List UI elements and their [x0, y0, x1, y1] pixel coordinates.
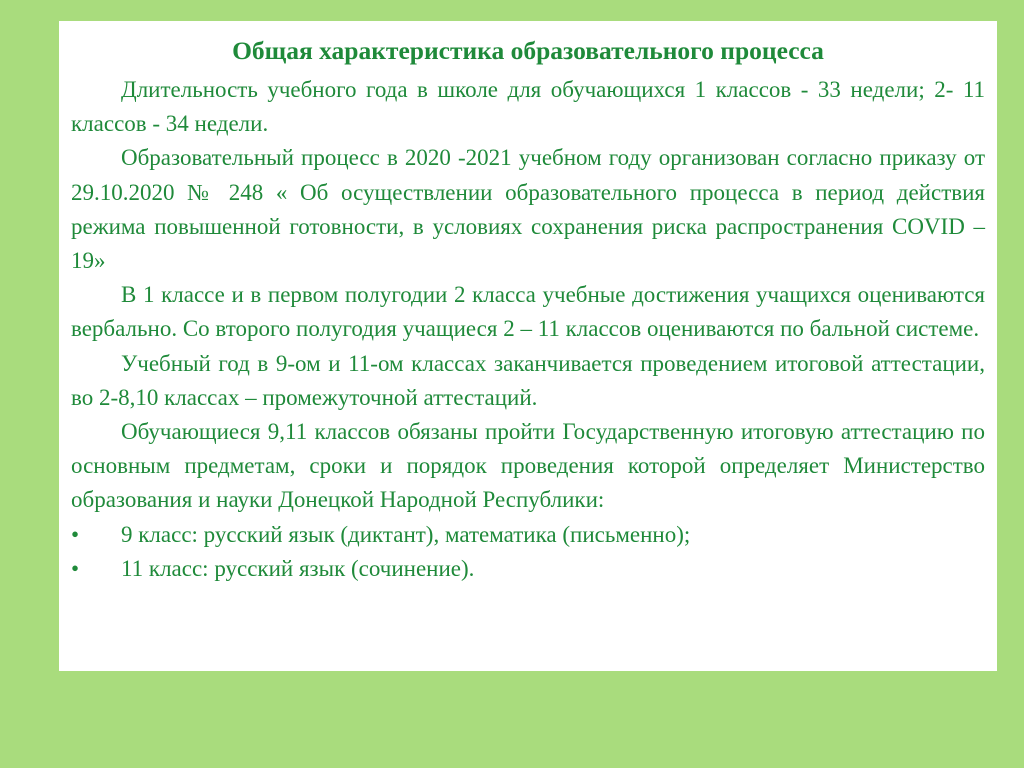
exam-subjects-list	[71, 518, 985, 586]
list-item-grade-9	[71, 518, 985, 552]
list-item-grade-11	[71, 552, 985, 586]
paragraph-assessment: В 1 классе и в первом полугодии 2 класса учебные достижения учащихся оцениваются вербально. Со второго полугодия учащиеся 2 – 11 классов оцениваются по бальной системе.	[71, 282, 985, 342]
page-title: Общая характеристика образовательного процесса	[232, 36, 824, 65]
paragraph-state-exam: Обучающиеся 9,11 классов обязаны пройти Государственную итоговую аттестацию по основным предметам, сроки и порядок проведения которой определяет Министерство образования и науки Донецкой Народной Республики:	[71, 419, 985, 513]
paragraph-year-duration: Длительность учебного года в школе для обучающихся 1 классов - 33 недели; 2- 11 классов - 34 недели.	[71, 77, 985, 137]
bullet-icon: •	[71, 521, 80, 547]
paragraph-organization: Образовательный процесс в 2020 -2021 учебном году организован согласно приказу от 29.10.2020 № 248 « Об осуществлении образовательного процесса в период действия режима повышенной готовности, в условиях сохранения риска распространения COVID – 19»	[71, 145, 985, 274]
content-panel	[59, 21, 997, 671]
list-item-text: 9 класс: русский язык (диктант), математика (письменно);	[121, 521, 691, 547]
bullet-icon: •	[71, 555, 80, 581]
list-item-text: 11 класс: русский язык (сочинение).	[121, 555, 475, 581]
paragraph-final-attestation: Учебный год в 9-ом и 11-ом классах заканчивается проведением итоговой аттестации, во 2-8,10 классах – промежуточной аттестаций.	[71, 350, 985, 410]
